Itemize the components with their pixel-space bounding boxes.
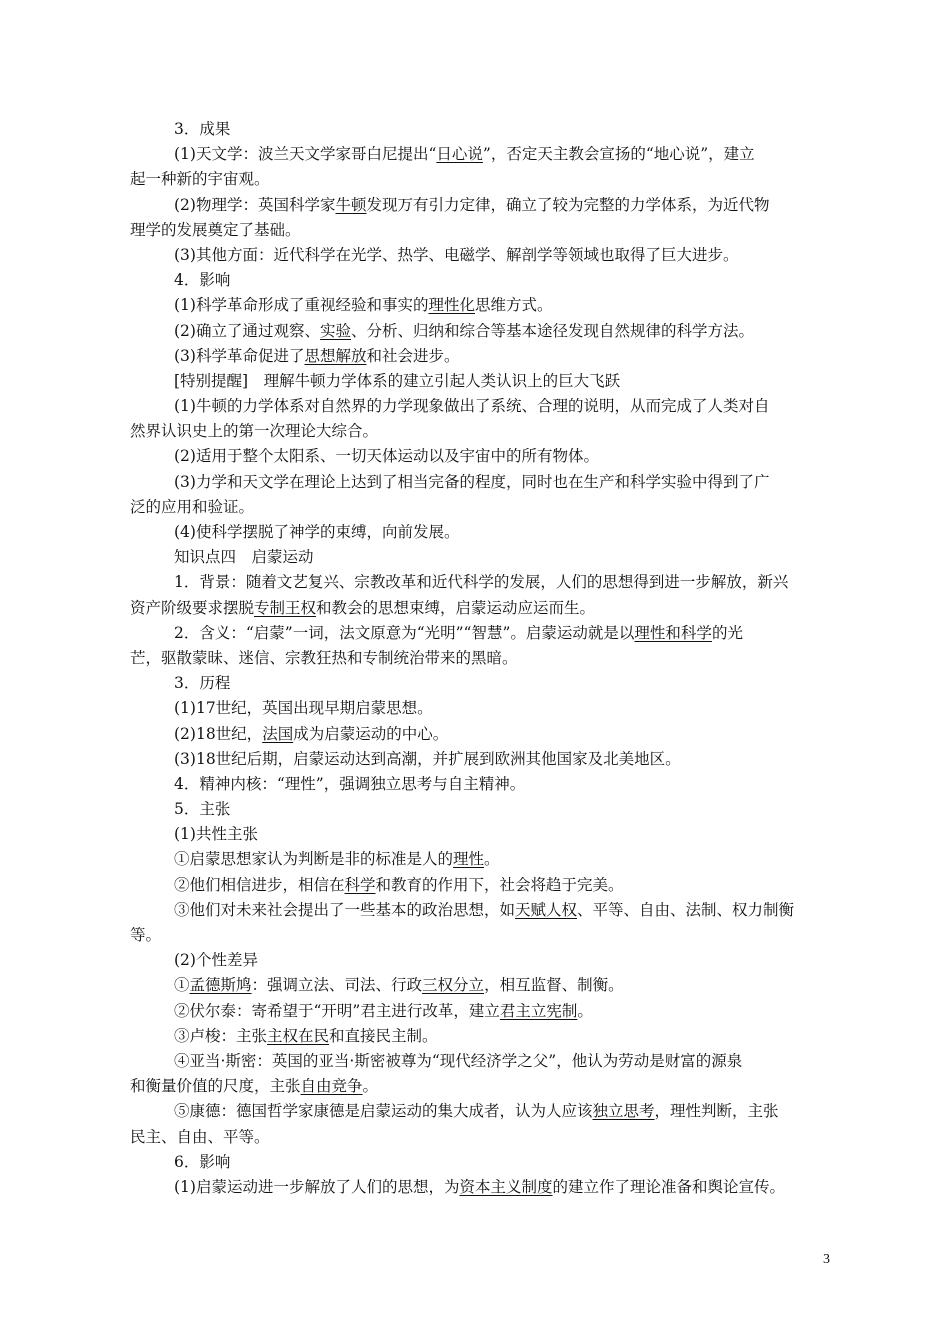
text-run: (2)适用于整个太阳系、一切天体运动以及宇宙中的所有物体。 — [174, 447, 599, 466]
text-line — [130, 1049, 820, 1074]
text-line — [130, 419, 820, 444]
text-run: 和直接民主制。 — [329, 1026, 438, 1045]
text-run: 4．精神内核：“理性”，强调独立思考与自主精神。 — [174, 774, 526, 793]
text-run: (1)科学革命形成了重视经验和事实的 — [174, 296, 429, 315]
text-run: (1)天文学：波兰天文学家哥白尼提出“ — [174, 145, 437, 164]
text-run: ：强调立法、司法、行政 — [251, 976, 423, 995]
text-run: 4．影响 — [174, 271, 231, 290]
text-run: (1)17世纪，英国出现早期启蒙思想。 — [174, 699, 433, 718]
underlined-answer: 牛顿 — [335, 195, 367, 214]
text-line — [130, 646, 820, 671]
underlined-answer: 独立思考 — [592, 1102, 655, 1121]
underlined-answer: 孟德斯鸠 — [189, 976, 252, 995]
text-line — [130, 1150, 820, 1175]
page-number: 3 — [823, 1252, 830, 1267]
text-run: 的建立作了理论准备和舆论宣传。 — [552, 1177, 785, 1196]
text-run: (3)力学和天文学在理论上达到了相当完备的程度，同时也在生产和科学实验中得到了广 — [174, 472, 770, 491]
text-line — [130, 621, 820, 646]
text-line — [130, 822, 820, 847]
text-run: 5．主张 — [174, 800, 231, 819]
underlined-answer: 法国 — [262, 724, 294, 743]
text-run: 和教会的思想束缚，启蒙运动应运而生。 — [316, 598, 596, 617]
text-run: 1．背景：随着文艺复兴、宗教改革和近代科学的发展，人们的思想得到进一步解放，新兴 — [174, 573, 789, 592]
text-run: 和社会进步。 — [366, 346, 460, 365]
text-run: 。 — [484, 850, 500, 869]
text-run: 泛的应用和验证。 — [130, 497, 255, 516]
text-line — [130, 117, 820, 142]
text-line — [130, 319, 820, 344]
text-line — [130, 999, 820, 1024]
underlined-answer: 资本主义制度 — [459, 1177, 553, 1196]
text-line — [130, 722, 820, 747]
text-line — [130, 1024, 820, 1049]
underlined-answer: 专制王权 — [254, 598, 317, 617]
underlined-answer: 科学 — [344, 875, 376, 894]
text-run: 和教育的作用下，社会将趋于完美。 — [375, 875, 624, 894]
text-run: (1)共性主张 — [174, 825, 258, 844]
text-line — [130, 243, 820, 268]
text-run: 知识点四 启蒙运动 — [174, 548, 314, 567]
underlined-answer: 理性和科学 — [634, 623, 712, 642]
text-line — [130, 470, 820, 495]
text-line — [130, 293, 820, 318]
text-run: ①启蒙思想家认为判断是非的标准是人的 — [174, 850, 454, 869]
underlined-answer: 三权分立 — [422, 976, 485, 995]
text-run: ②伏尔泰：寄希望于“开明”君主进行改革，建立 — [174, 1001, 500, 1020]
underlined-answer: 主权在民 — [267, 1026, 330, 1045]
text-run: 3．历程 — [174, 674, 231, 693]
text-line — [130, 444, 820, 469]
text-line — [130, 369, 820, 394]
text-run: (2)18世纪， — [174, 724, 263, 743]
text-line — [130, 797, 820, 822]
text-run: ”，否定天主教会宣扬的“地心说”，建立 — [482, 145, 755, 164]
underlined-answer: 思想解放 — [304, 346, 367, 365]
text-run: 民主、自由、平等。 — [130, 1127, 270, 1146]
text-run: 然界认识史上的第一次理论大综合。 — [130, 422, 379, 441]
text-line — [130, 545, 820, 570]
text-line — [130, 898, 820, 923]
text-run: ，理性判断，主张 — [654, 1102, 779, 1121]
text-line — [130, 747, 820, 772]
text-run: 思维方式。 — [474, 296, 553, 315]
document-body — [130, 117, 820, 1200]
text-run: (3)其他方面：近代科学在光学、热学、电磁学、解剖学等领域也取得了巨大进步。 — [174, 245, 739, 264]
text-run: 。 — [362, 1077, 379, 1096]
text-line — [130, 696, 820, 721]
underlined-answer: 自由竞争 — [300, 1077, 363, 1096]
text-run: 成为启蒙运动的中心。 — [293, 724, 449, 743]
text-line — [130, 1099, 820, 1124]
text-run: (2)确立了通过观察、 — [174, 321, 320, 340]
text-line — [130, 1125, 820, 1150]
text-run: 和衡量价值的尺度，主张 — [130, 1077, 301, 1096]
underlined-answer: 天赋人权 — [515, 900, 578, 919]
text-run: 3．成果 — [174, 120, 231, 138]
text-line — [130, 495, 820, 520]
text-run: ③他们对未来社会提出了一些基本的政治思想，如 — [174, 900, 516, 919]
text-run: (2)物理学：英国科学家 — [174, 195, 336, 214]
text-run: 2．含义：“启蒙”一词，法文原意为“光明”“智慧”。启蒙运动就是以 — [174, 623, 635, 642]
text-line — [130, 1175, 820, 1200]
text-line — [130, 167, 820, 192]
text-line — [130, 596, 820, 621]
underlined-answer: 君主立宪制 — [499, 1001, 578, 1020]
text-line — [130, 344, 820, 369]
text-run: (4)使科学摆脱了神学的束缚，向前发展。 — [174, 523, 460, 541]
text-run: (2)个性差异 — [174, 951, 258, 970]
text-run: 、分析、归纳和综合等基本途径发现自然规律的科学方法。 — [350, 321, 754, 340]
text-run: ，相互监督、制衡。 — [484, 976, 624, 995]
text-run: ②他们相信进步，相信在 — [174, 875, 345, 894]
text-run: ① — [174, 976, 190, 995]
text-line — [130, 193, 820, 218]
text-run: (1)启蒙运动进一步解放了人们的思想，为 — [174, 1177, 460, 1196]
text-run: 起一种新的宇宙观。 — [130, 170, 270, 189]
text-line — [130, 772, 820, 797]
text-line — [130, 570, 820, 595]
text-run: ③卢梭：主张 — [174, 1026, 268, 1045]
text-line — [130, 923, 820, 948]
text-run: 芒，驱散蒙昧、迷信、宗教狂热和专制统治带来的黑暗。 — [130, 648, 518, 667]
text-run: 、平等、自由、法制、权力制衡 — [577, 900, 795, 919]
text-line — [130, 394, 820, 419]
text-run: 理学的发展奠定了基础。 — [130, 220, 301, 239]
text-line — [130, 142, 820, 167]
text-line — [130, 1074, 820, 1099]
text-run: ④亚当·斯密：英国的亚当·斯密被尊为“现代经济学之父”，他认为劳动是财富的源泉 — [174, 1051, 743, 1070]
text-run: 。 — [577, 1001, 593, 1020]
text-line — [130, 218, 820, 243]
text-run: (3)科学革命促进了 — [174, 346, 305, 365]
underlined-answer: 理性 — [453, 850, 485, 869]
text-run: [特别提醒] 理解牛顿力学体系的建立引起人类认识上的巨大飞跃 — [174, 371, 621, 390]
text-line — [130, 671, 820, 696]
text-run: 等。 — [130, 926, 162, 944]
underlined-answer: 实验 — [319, 321, 351, 340]
underlined-answer: 理性化 — [428, 296, 475, 315]
underlined-answer: 日心说 — [436, 145, 483, 164]
text-line — [130, 520, 820, 545]
text-run: 的光 — [711, 623, 743, 642]
text-run: (3)18世纪后期，启蒙运动达到高潮，并扩展到欧洲其他国家及北美地区。 — [174, 749, 681, 768]
text-run: 6．影响 — [174, 1152, 231, 1171]
text-line — [130, 268, 820, 293]
text-run: (1)牛顿的力学体系对自然界的力学现象做出了系统、合理的说明，从而完成了人类对自 — [174, 397, 770, 416]
text-run: 发现万有引力定律，确立了较为完整的力学体系，为近代物 — [366, 195, 770, 214]
text-line — [130, 973, 820, 998]
text-line — [130, 873, 820, 898]
text-run: ⑤康德：德国哲学家康德是启蒙运动的集大成者，认为人应该 — [174, 1102, 593, 1121]
text-line — [130, 847, 820, 872]
text-run: 资产阶级要求摆脱 — [130, 598, 255, 617]
text-line — [130, 948, 820, 973]
